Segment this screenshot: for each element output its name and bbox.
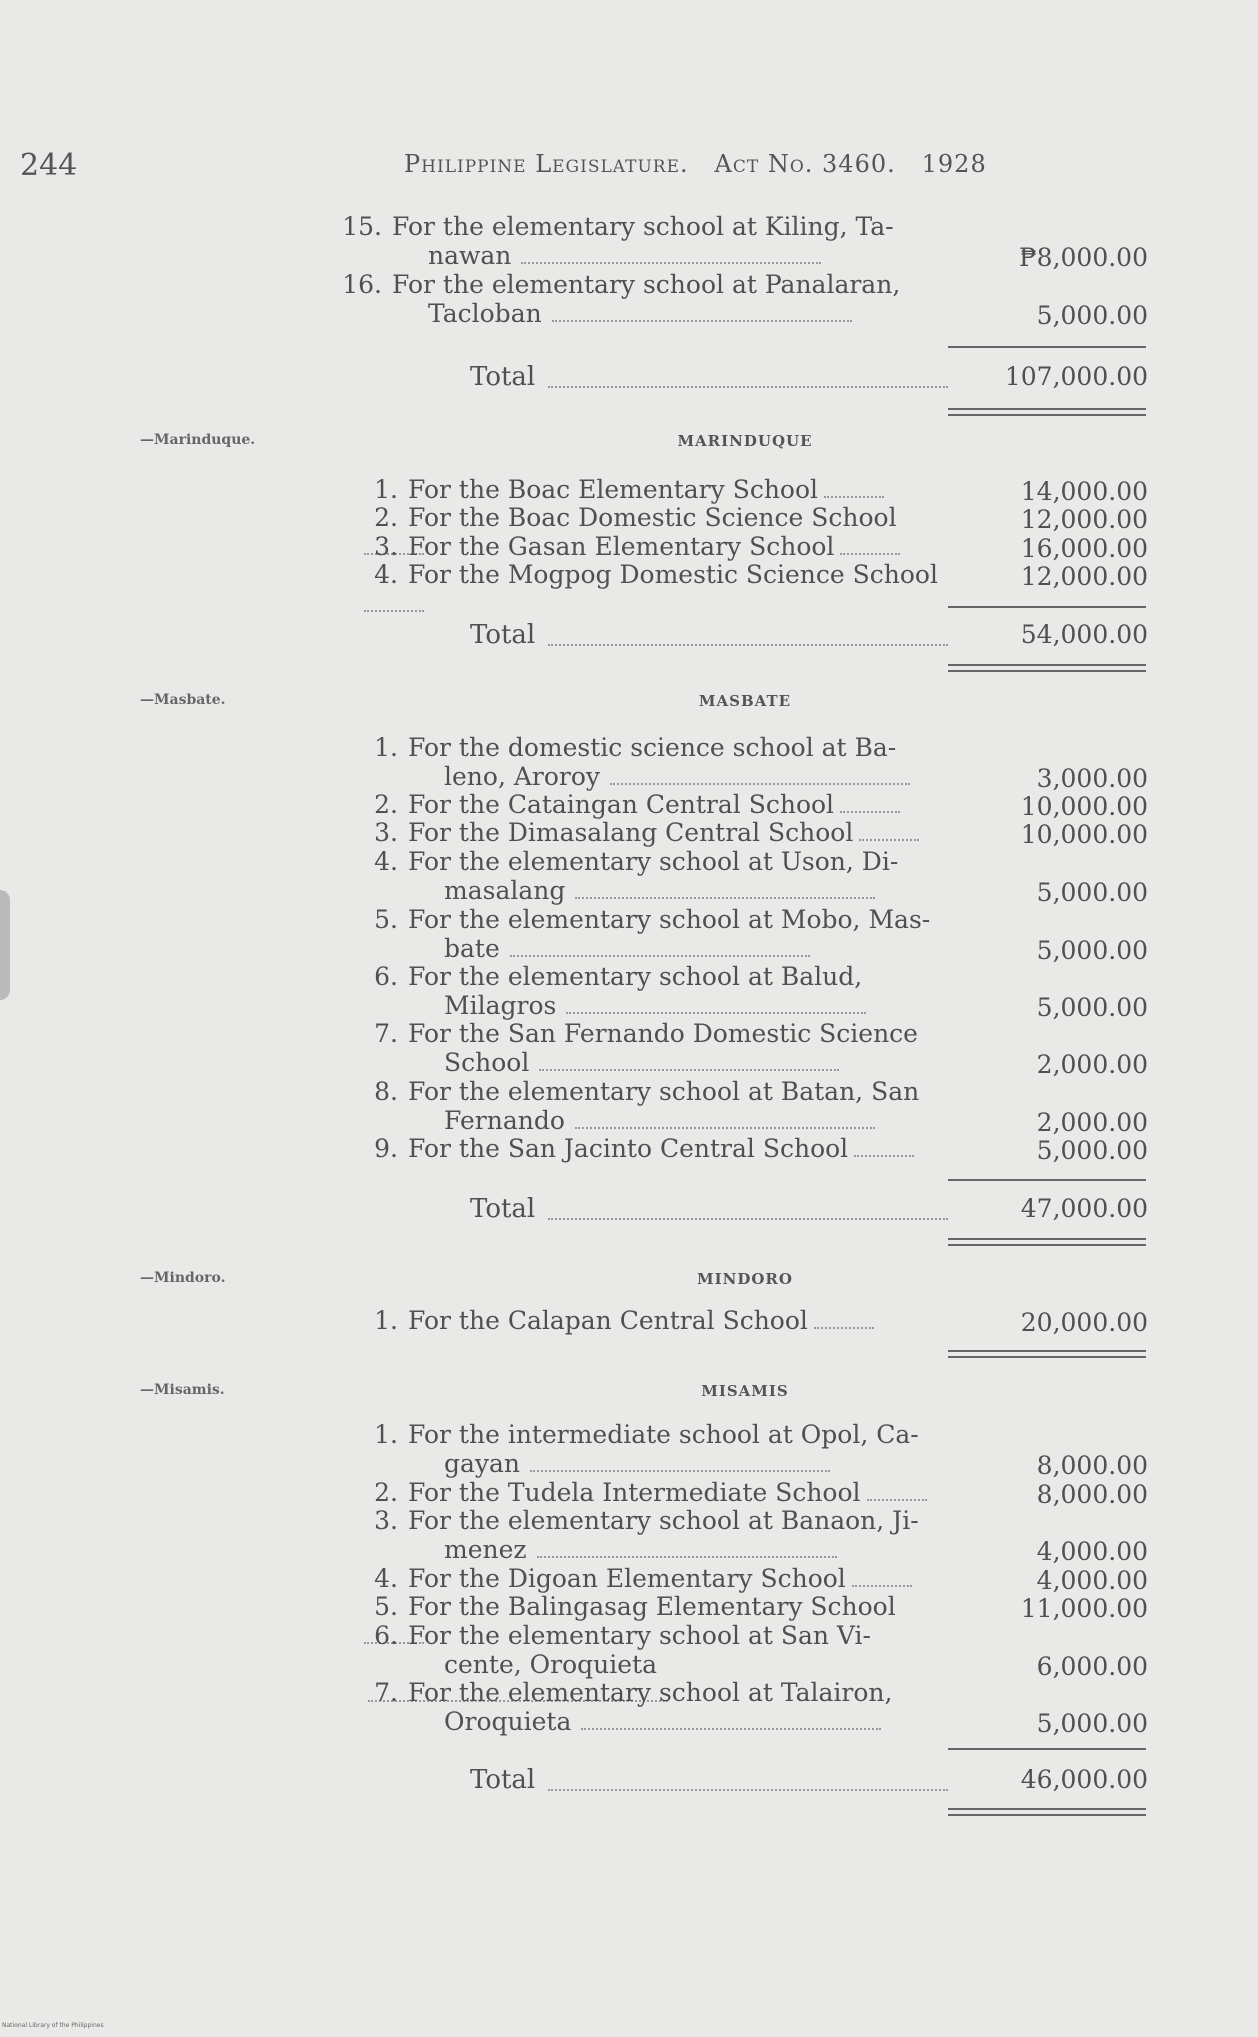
item-number: 3. — [374, 1506, 398, 1535]
item-amount: 4,000.00 — [1036, 1537, 1148, 1566]
line-item — [358, 1306, 950, 1335]
item-amount: 2,000.00 — [1036, 1050, 1148, 1079]
item-description-continued: Tacloban — [428, 299, 542, 328]
dot-leader — [867, 1481, 927, 1501]
item-description: For the Cataingan Central School — [408, 790, 835, 819]
item-description: For the elementary school at Batan, San — [408, 1077, 920, 1106]
item-amount: 8,000.00 — [1036, 1480, 1148, 1509]
item-amount: 4,000.00 — [1036, 1566, 1148, 1595]
item-description-continued: masalang — [444, 876, 566, 905]
item-amount: 8,000.00 — [1036, 1451, 1148, 1480]
section-heading-marinduque: MARINDUQUE — [677, 432, 813, 450]
margin-note-misamis: —Misamis. — [140, 1382, 225, 1398]
footer-credit: National Library of the Philippines — [2, 2022, 104, 2029]
item-amount: 5,000.00 — [1036, 1136, 1148, 1165]
item-description: For the Digoan Elementary School — [408, 1564, 846, 1593]
section-heading-mindoro: MINDORO — [697, 1270, 793, 1288]
line-item — [358, 1019, 950, 1077]
dot-leader — [548, 1200, 948, 1220]
item-description: For the elementary school at Kiling, Ta- — [392, 212, 894, 241]
line-item — [358, 962, 950, 1020]
dot-leader — [859, 821, 919, 841]
item-description: For the elementary school at Mobo, Mas- — [408, 905, 931, 934]
dot-leader — [548, 1771, 948, 1791]
item-number: 5. — [374, 905, 398, 934]
item-amount: 3,000.00 — [1036, 764, 1148, 793]
dot-leader — [539, 1051, 839, 1071]
dot-leader — [840, 793, 900, 813]
item-description-continued: cente, Oroquieta — [444, 1650, 657, 1679]
line-item — [358, 1506, 950, 1564]
dot-leader — [510, 937, 810, 957]
total-amount: 47,000.00 — [1020, 1194, 1148, 1223]
item-number: 4. — [374, 847, 398, 876]
line-item — [358, 790, 950, 819]
dot-leader — [814, 1309, 874, 1329]
running-head-act: Act No. 3460. — [714, 150, 896, 178]
dot-leader — [610, 765, 910, 785]
item-amount: 20,000.00 — [1020, 1308, 1148, 1337]
dot-leader — [521, 244, 821, 264]
item-description: For the San Jacinto Central School — [408, 1134, 849, 1163]
total-label: Total — [470, 620, 536, 650]
dot-leader — [581, 1710, 881, 1730]
item-amount: 16,000.00 — [1020, 534, 1148, 563]
double-rule-bottom — [948, 670, 1146, 672]
item-number: 6. — [374, 962, 398, 991]
margin-note-mindoro: —Mindoro. — [140, 1270, 226, 1286]
item-amount: 11,000.00 — [1020, 1594, 1148, 1623]
item-amount: 5,000.00 — [1036, 1709, 1148, 1738]
item-number: 4. — [374, 1564, 398, 1593]
running-head — [404, 150, 987, 178]
dot-leader — [537, 1538, 837, 1558]
total-label: Total — [470, 362, 536, 392]
item-description: For the Boac Domestic Science School — [408, 503, 897, 532]
total-label: Total — [470, 1194, 536, 1224]
item-amount: 12,000.00 — [1020, 562, 1148, 591]
item-description: For the elementary school at Banaon, Ji- — [408, 1506, 919, 1535]
dot-leader — [364, 592, 424, 612]
total-amount: 54,000.00 — [1020, 620, 1148, 649]
item-description-continued: Oroquieta — [444, 1707, 572, 1736]
item-number: 2. — [374, 503, 398, 532]
item-description: For the intermediate school at Opol, Ca- — [408, 1420, 919, 1449]
item-description-continued: leno, Aroroy — [444, 762, 601, 791]
line-item — [358, 818, 950, 847]
item-number: 1. — [374, 733, 398, 762]
item-amount: ₱8,000.00 — [1019, 243, 1148, 272]
item-number: 15. — [342, 212, 382, 241]
double-rule-bottom — [948, 1244, 1146, 1246]
total-amount: 107,000.00 — [1004, 362, 1148, 391]
double-rule-top — [948, 408, 1146, 410]
item-description: For the Mogpog Domestic Science School — [408, 560, 938, 589]
double-rule-top — [948, 664, 1146, 666]
item-number: 4. — [374, 560, 398, 589]
item-amount: 5,000.00 — [1036, 936, 1148, 965]
item-description: For the elementary school at Panalaran, — [392, 270, 901, 299]
item-number: 1. — [374, 475, 398, 504]
dot-leader — [575, 879, 875, 899]
double-rule-bottom — [948, 1814, 1146, 1816]
line-item — [358, 560, 950, 618]
page-number: 244 — [20, 148, 78, 183]
item-description: For the elementary school at Talairon, — [408, 1678, 893, 1707]
item-description: For the Dimasalang Central School — [408, 818, 854, 847]
item-description: For the elementary school at Balud, — [408, 962, 863, 991]
item-amount: 10,000.00 — [1020, 820, 1148, 849]
item-description-continued: bate — [444, 934, 500, 963]
line-item — [358, 1077, 950, 1135]
dot-leader — [852, 1567, 912, 1587]
subtotal-rule — [948, 606, 1146, 608]
dot-leader — [575, 1109, 875, 1129]
line-item — [358, 1420, 950, 1478]
dot-leader — [840, 535, 900, 555]
dot-leader — [548, 368, 948, 388]
section-heading-misamis: MISAMIS — [701, 1382, 789, 1400]
running-head-year: 1928 — [921, 150, 987, 178]
running-head-title: Philippine Legislature. — [404, 150, 689, 178]
item-description: For the domestic science school at Ba- — [408, 733, 897, 762]
dot-leader — [530, 1452, 830, 1472]
item-number: 7. — [374, 1678, 398, 1707]
line-item — [358, 733, 950, 791]
line-item — [358, 475, 950, 504]
line-item — [358, 532, 950, 561]
item-amount: 12,000.00 — [1020, 505, 1148, 534]
double-rule-bottom — [948, 414, 1146, 416]
line-item — [358, 1478, 950, 1507]
item-description-continued: Fernando — [444, 1106, 565, 1135]
margin-note-marinduque: —Marinduque. — [140, 432, 256, 448]
line-item — [342, 212, 950, 270]
double-rule-bottom — [948, 1356, 1146, 1358]
item-description: For the Boac Elementary School — [408, 475, 819, 504]
line-item — [358, 1564, 950, 1593]
total-amount: 46,000.00 — [1020, 1765, 1148, 1794]
item-description-continued: gayan — [444, 1449, 521, 1478]
item-amount: 6,000.00 — [1036, 1652, 1148, 1681]
line-item — [342, 270, 950, 328]
item-amount: 5,000.00 — [1036, 878, 1148, 907]
item-number: 2. — [374, 1478, 398, 1507]
item-number: 5. — [374, 1592, 398, 1621]
item-description-continued: menez — [444, 1535, 527, 1564]
item-description-continued: nawan — [428, 241, 512, 270]
item-number: 1. — [374, 1306, 398, 1335]
item-amount: 2,000.00 — [1036, 1108, 1148, 1137]
item-description: For the San Fernando Domestic Science — [408, 1019, 918, 1048]
item-number: 7. — [374, 1019, 398, 1048]
item-amount: 5,000.00 — [1036, 993, 1148, 1022]
line-item — [358, 905, 950, 963]
item-description: For the Tudela Intermediate School — [408, 1478, 861, 1507]
dot-leader — [854, 1137, 914, 1157]
double-rule-top — [948, 1808, 1146, 1810]
item-description-continued: Milagros — [444, 991, 557, 1020]
item-number: 2. — [374, 790, 398, 819]
double-rule-top — [948, 1238, 1146, 1240]
item-amount: 14,000.00 — [1020, 477, 1148, 506]
page-edge-shadow — [0, 890, 10, 1000]
item-number: 8. — [374, 1077, 398, 1106]
dot-leader — [548, 626, 948, 646]
line-item — [358, 1134, 950, 1163]
item-description: For the elementary school at San Vi- — [408, 1621, 871, 1650]
margin-note-masbate: —Masbate. — [140, 692, 226, 708]
item-number: 3. — [374, 818, 398, 847]
subtotal-rule — [948, 346, 1146, 348]
item-number: 9. — [374, 1134, 398, 1163]
double-rule-top — [948, 1350, 1146, 1352]
dot-leader — [824, 478, 884, 498]
total-label: Total — [470, 1765, 536, 1795]
item-number: 3. — [374, 532, 398, 561]
subtotal-rule — [948, 1179, 1146, 1181]
item-number: 1. — [374, 1420, 398, 1449]
item-number: 6. — [374, 1621, 398, 1650]
item-description: For the Gasan Elementary School — [408, 532, 835, 561]
line-item — [358, 847, 950, 905]
line-item — [358, 1678, 950, 1736]
item-number: 16. — [342, 270, 382, 299]
item-description: For the elementary school at Uson, Di- — [408, 847, 899, 876]
item-amount: 5,000.00 — [1036, 301, 1148, 330]
subtotal-rule — [948, 1748, 1146, 1750]
dot-leader — [566, 994, 866, 1014]
item-amount: 10,000.00 — [1020, 792, 1148, 821]
section-heading-masbate: MASBATE — [698, 692, 792, 710]
item-description-continued: School — [444, 1048, 530, 1077]
dot-leader — [552, 302, 852, 322]
item-description: For the Balingasag Elementary School — [408, 1592, 896, 1621]
page-header — [0, 148, 1258, 188]
item-description: For the Calapan Central School — [408, 1306, 808, 1335]
